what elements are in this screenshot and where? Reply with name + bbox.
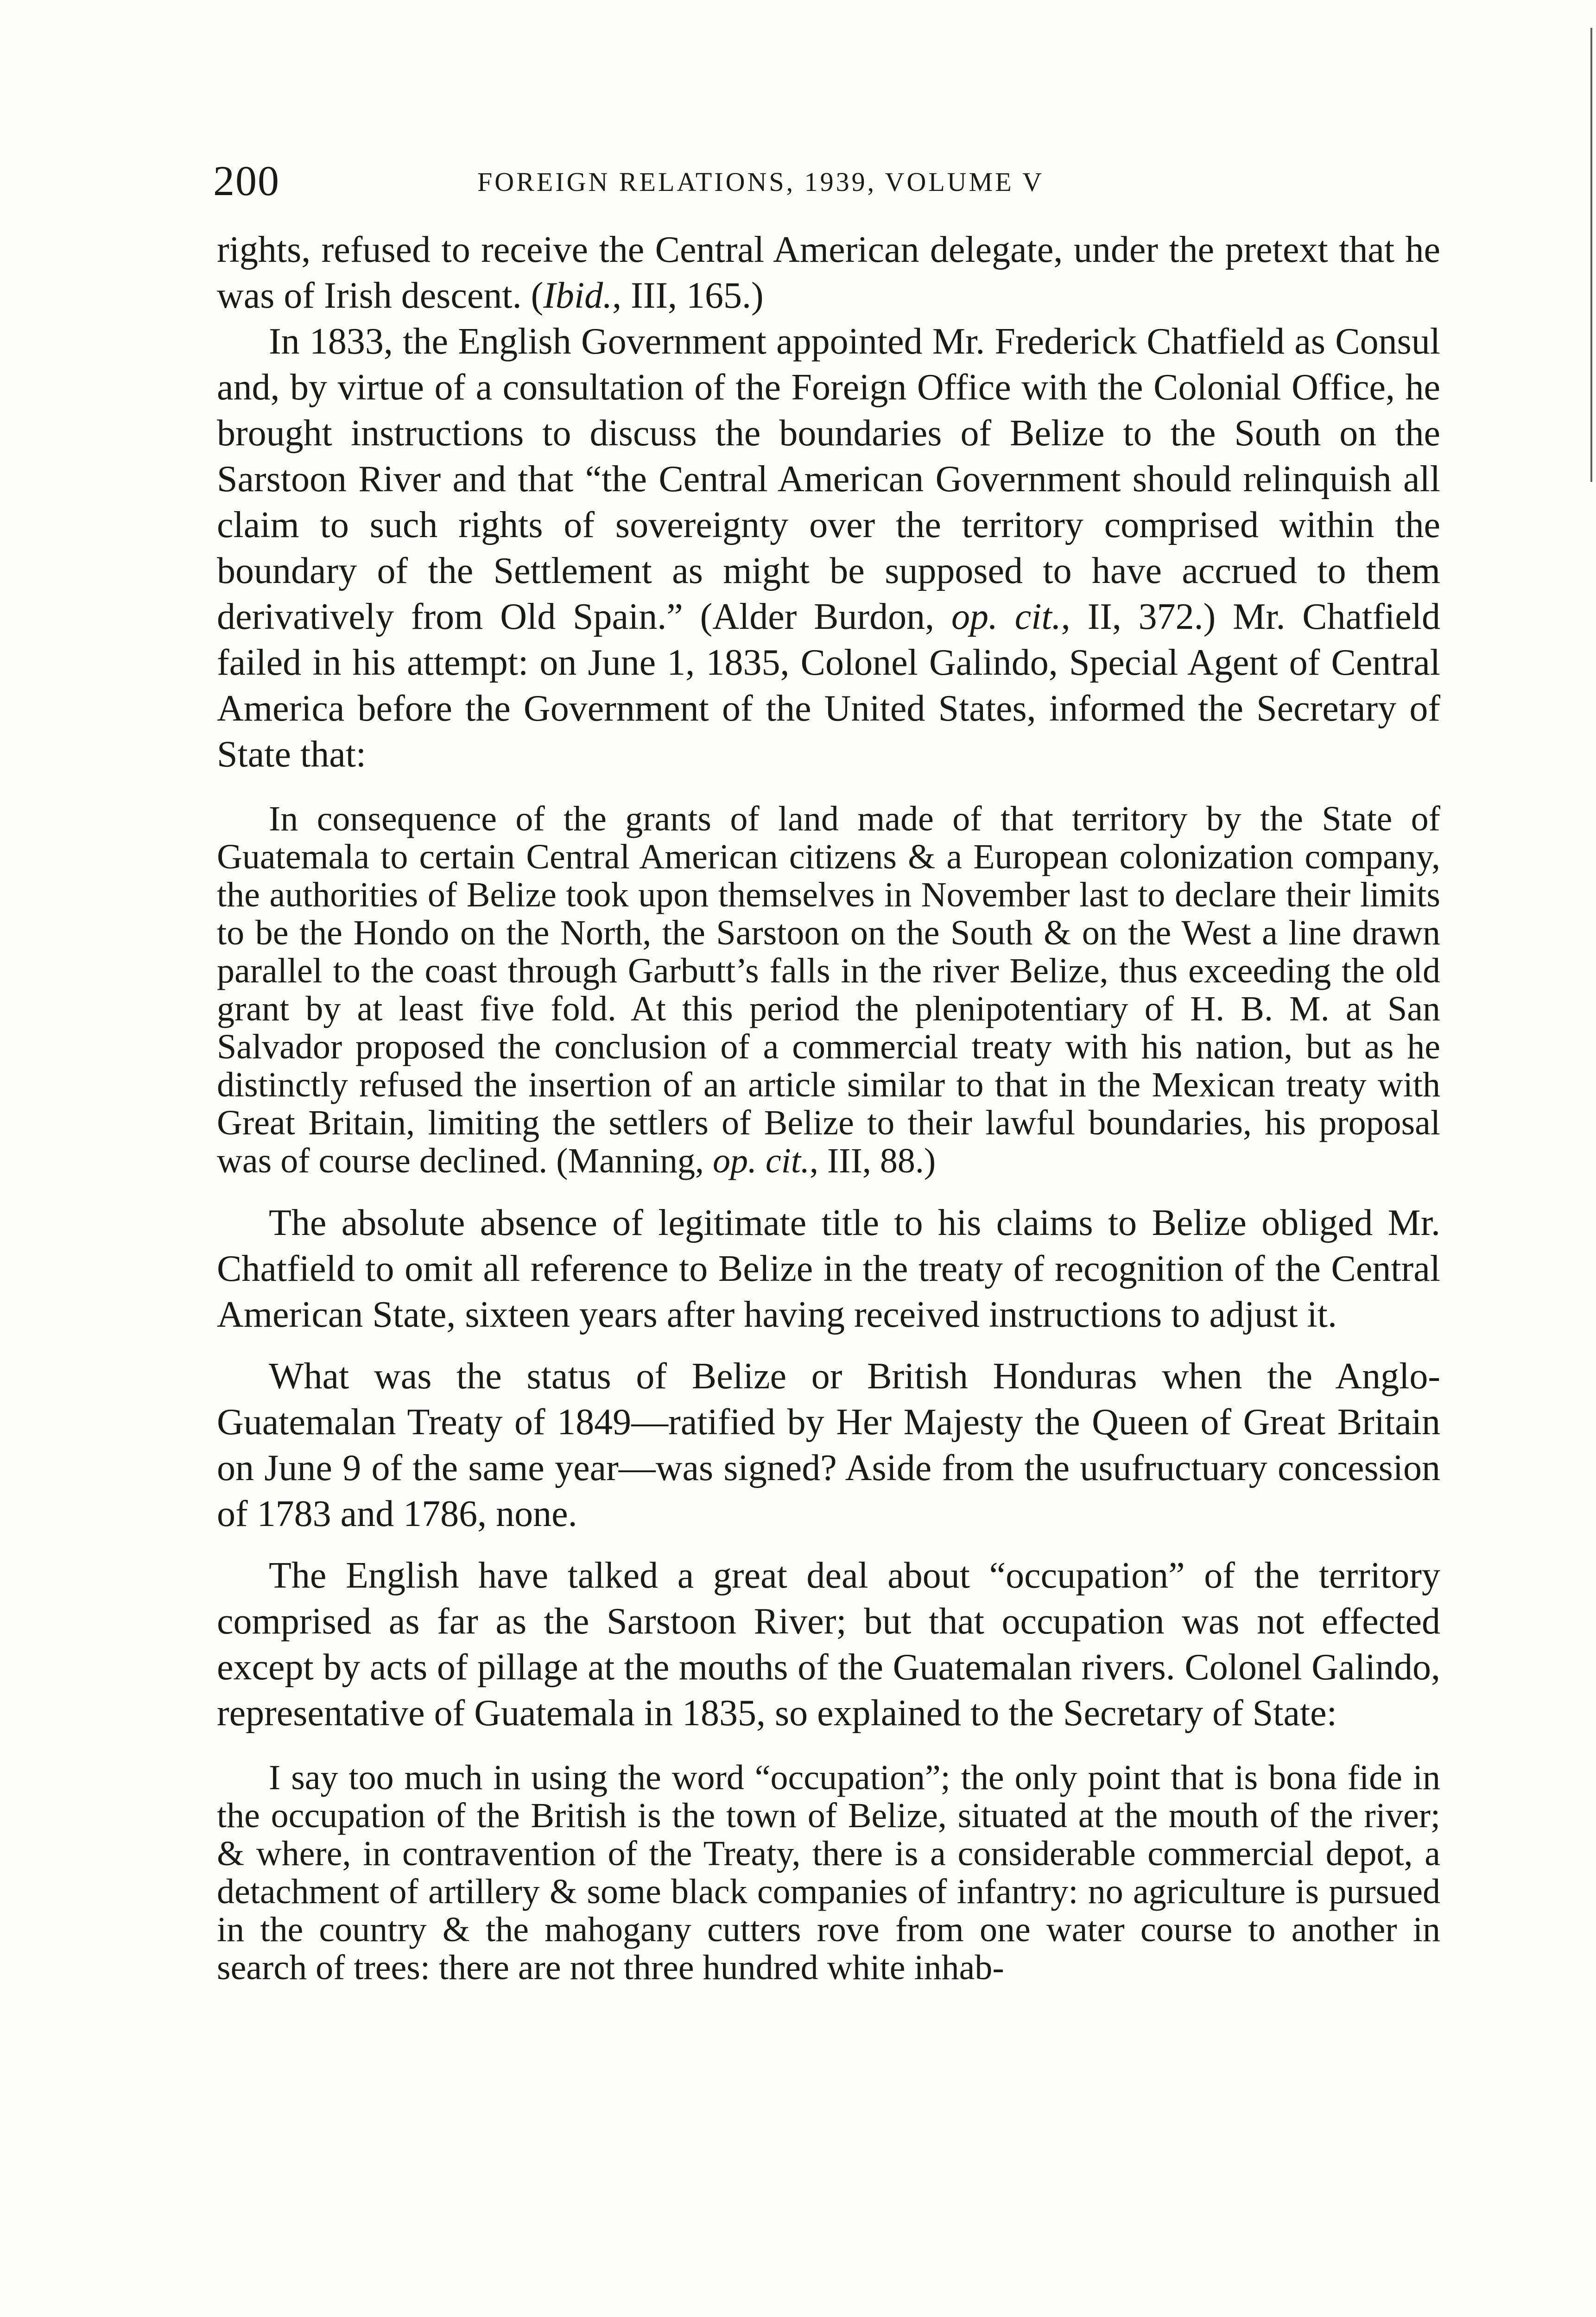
block-quote-2-text: I say too much in using the word “occupation”; the only point that is bona fide in the occupation of the British is the town of Belize, situated at the mouth of the river; & where, in contravention of the Treaty, there is a considerable commercial depot, a detachment of artillery & some black companies of infantry: no agriculture is pursued in the country & the mahogany cutters rove from one water course to another in search of trees: there are not three hundred white inhab- bbox=[217, 1758, 1440, 1987]
block-quote-1 bbox=[217, 800, 1440, 1180]
block-quote-2 bbox=[217, 1759, 1440, 1987]
paragraph-5: The English have talked a great deal about “occupation” of the territory comprised as far as the Sarstoon River; but that occupation was not effected except by acts of pillage at the mouths of the Guatemalan rivers. Colonel Galindo, representative of Guatemala in 1835, so explained to the Secretary of State: bbox=[217, 1555, 1440, 1734]
block-quote-1-text: In consequence of the grants of land made of that territory by the State of Guatemala to certain Central American citizens & a European colonization company, the authorities of Belize took upon themselves in November last to declare their limits to be the Hondo on the North, the Sarstoon on the South & on the West a line drawn parallel to the coast through Garbutt’s falls in the river Belize, thus exceeding the old grant by at least five fold. At this period the plenipotentiary of H. B. M. at San Salvador proposed the conclusion of a commercial treaty with his nation, but as he distinctly refused the insertion of an article similar to that in the Mexican treaty with Great Britain, limiting the settlers of Belize to their lawful boundaries, his proposal was of course declined. (Manning, op. cit., III, 88.) bbox=[217, 799, 1440, 1180]
paragraph-2: In 1833, the English Government appointed Mr. Frederick Chatfield as Consul and, by virtue of a consultation of the Foreign Office with the Colonial Office, he brought instructions to discuss the boundaries of Belize to the South on the Sarstoon River and that “the Central American Government should relinquish all claim to such rights of sovereignty over the territory comprised within the boundary of the Settlement as might be supposed to have accrued to them derivatively from Old Spain.” (Alder Burdon, op. cit., II, 372.) Mr. Chatfield failed in his attempt: on June 1, 1835, Colonel Galindo, Special Agent of Central America before the Government of the United States, informed the Secretary of State that: bbox=[217, 321, 1440, 775]
paragraph-4: What was the status of Belize or British Honduras when the Anglo-Guatemalan Treaty of 1849—ratified by Her Majesty the Queen of Great Britain on June 9 of the same year—was signed? Aside from the usufructuary concession of 1783 and 1786, none. bbox=[217, 1356, 1440, 1534]
paragraph-3: The absolute absence of legitimate title to his claims to Belize obliged Mr. Chatfield to omit all reference to Belize in the treaty of recognition of the Central American State, sixteen years after having received instructions to adjust it. bbox=[217, 1203, 1440, 1335]
paragraph-1: rights, refused to receive the Central American delegate, under the pretext that he was of Irish descent. (Ibid., III, 165.) bbox=[217, 229, 1440, 316]
page-edge-line bbox=[1590, 28, 1592, 482]
page-number: 200 bbox=[213, 157, 280, 204]
body-text bbox=[217, 227, 1440, 2007]
page-header bbox=[213, 153, 1418, 209]
running-head: FOREIGN RELATIONS, 1939, VOLUME V bbox=[477, 167, 1044, 197]
